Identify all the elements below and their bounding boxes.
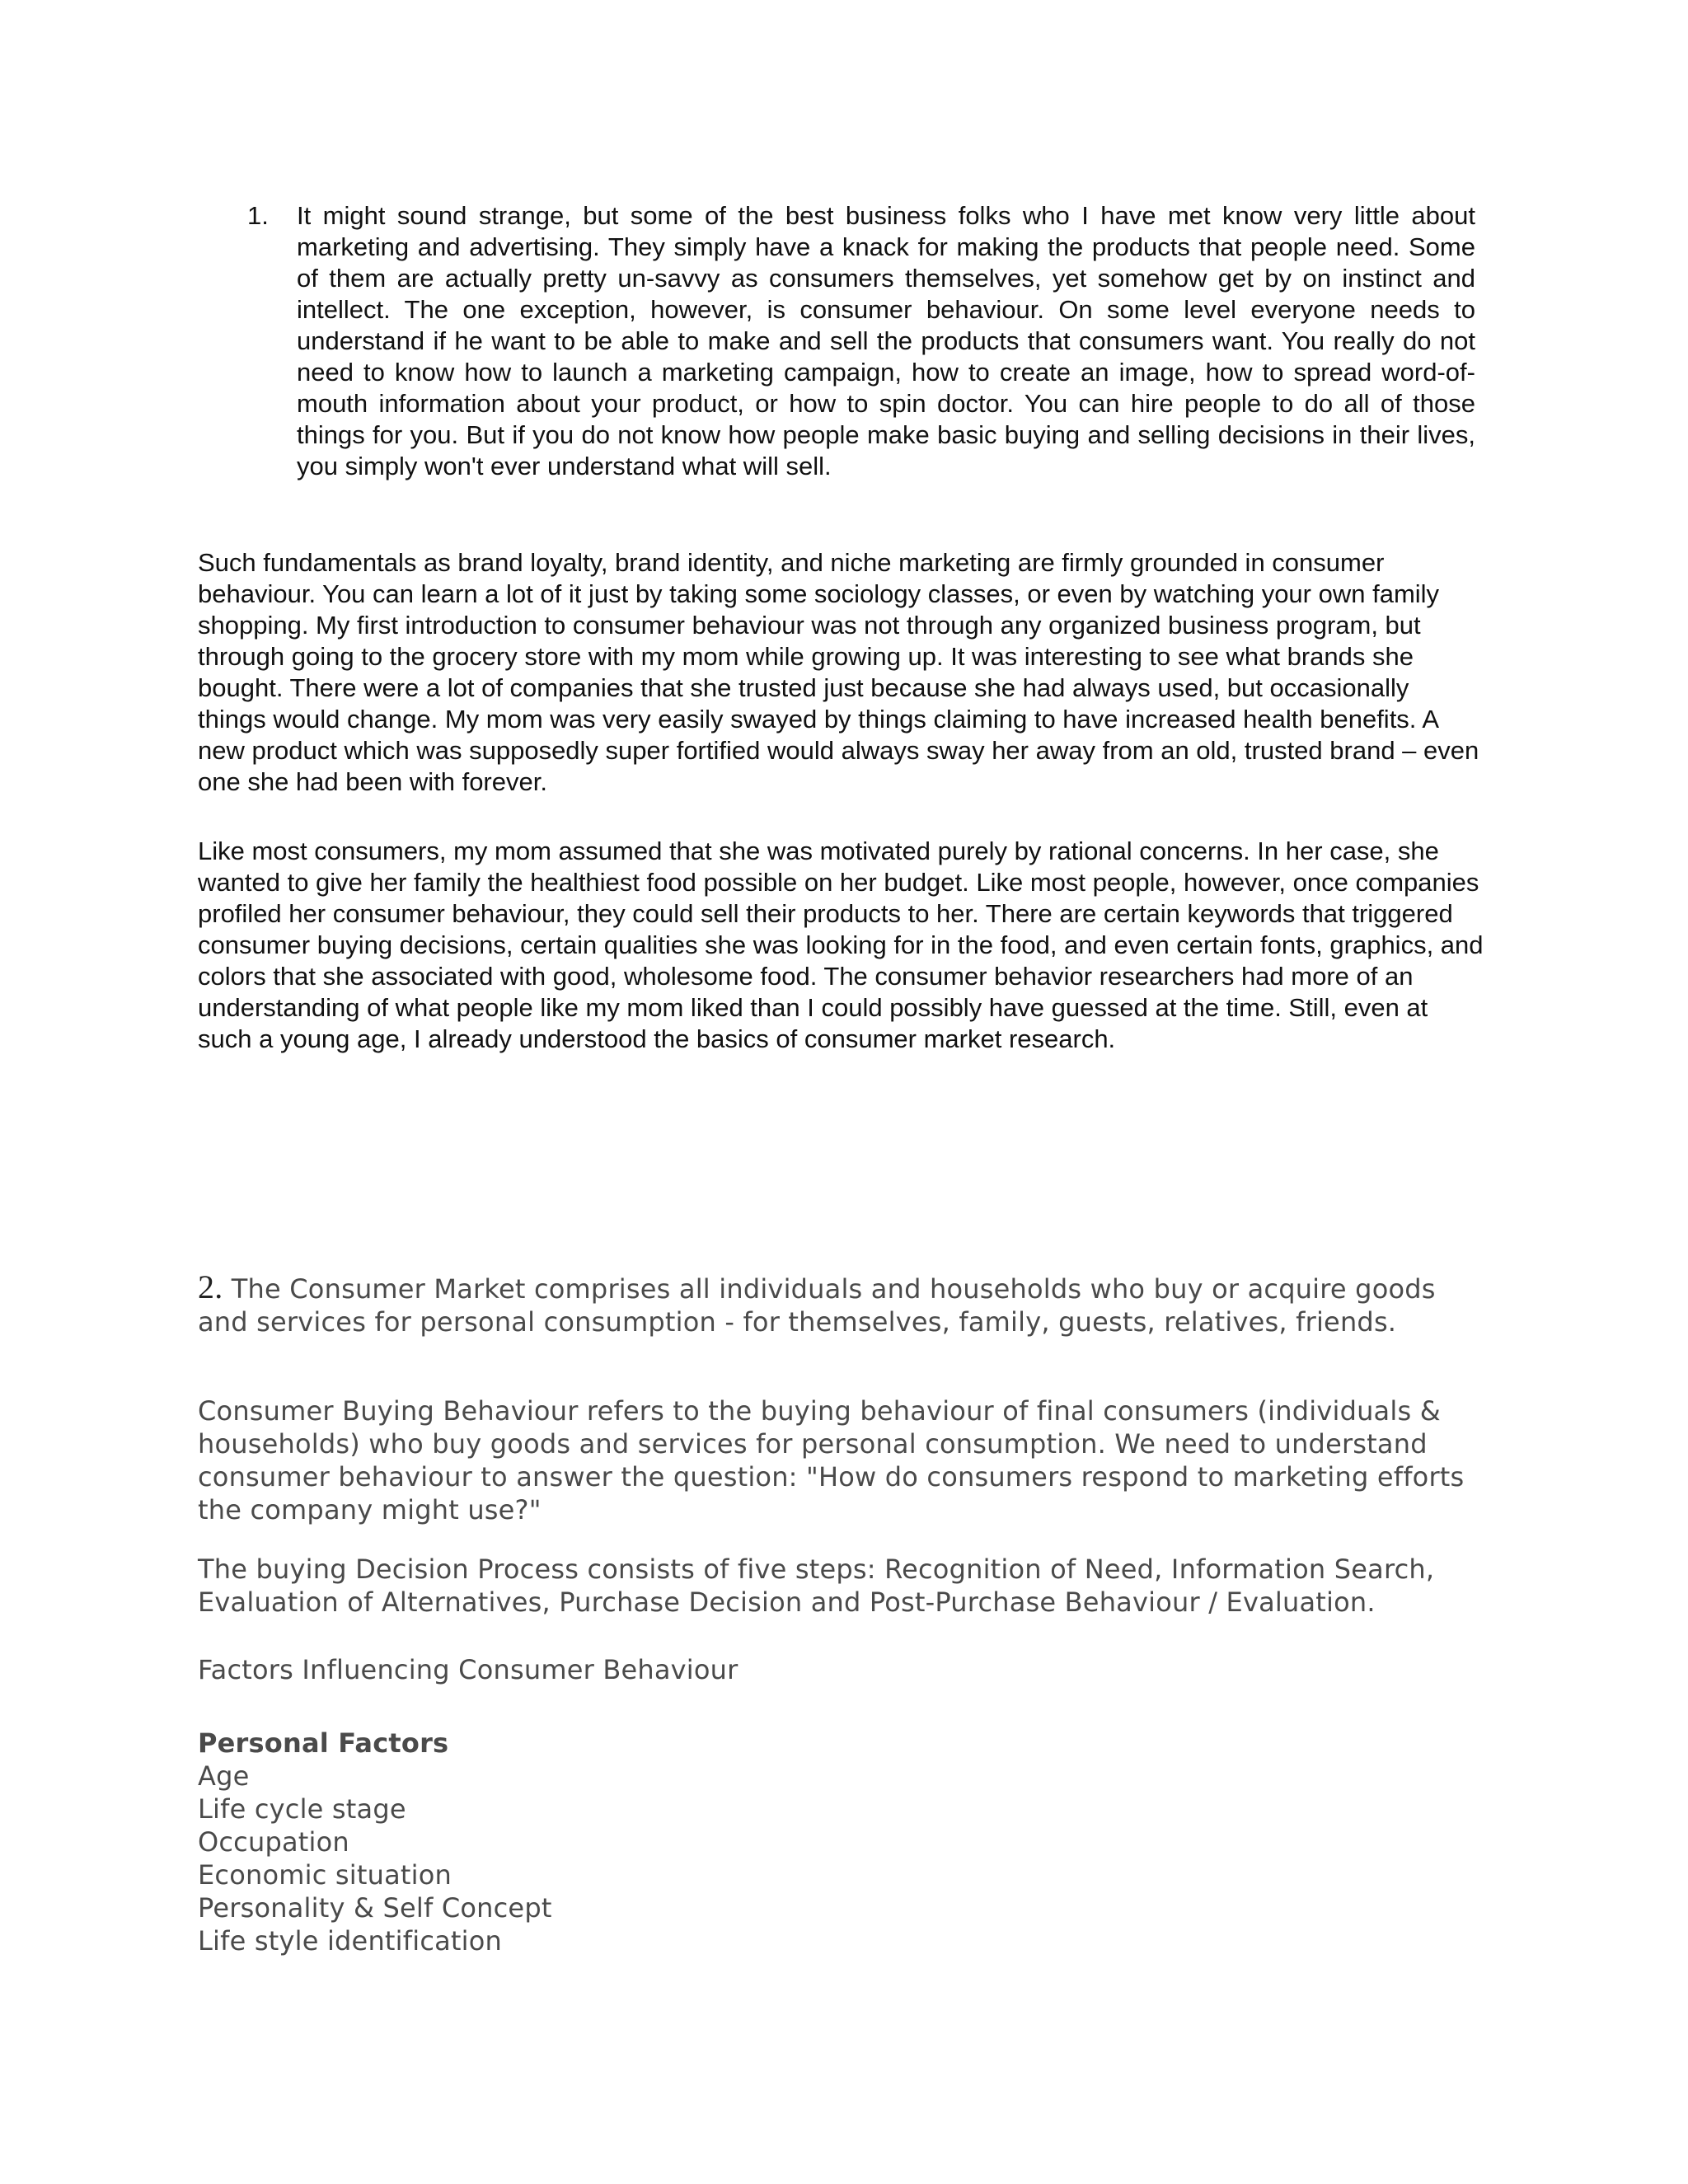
list-number: 1. [247,201,269,230]
list-item: Economic situation [198,1859,452,1891]
paragraph-brand-loyalty: Such fundamentals as brand loyalty, brand identity, and niche marketing are firmly grounded in consumer behaviour. You can learn a lot of it just by taking some sociology classes, or even by watching your own family shopping. My first introduction to consumer behaviour was not through any organized business program, but through going to the grocery store with my mom while growing up. It was interesting to see what brands she bought. There were a lot of companies that she trusted just because she had always used, but occasionally things would change. My mom was very easily swayed by things claiming to have increased health benefits. A new product which was supposedly super fortified would always sway her away from an old, trusted brand – even one she had been with forever. [198,548,1479,796]
personal-factors-list [198,1760,1484,1957]
paragraph-rational-concerns: Like most consumers, my mom assumed that she was motivated purely by rational concerns. In her case, she wanted to give her family the healthiest food possible on her budget. Like most people, however, once companies profiled her consumer behaviour, they could sell their products to her. There are certain keywords that triggered consumer buying decisions, certain qualities she was looking for in the food, and even certain fonts, graphics, and colors that she associated with good, wholesome food. The consumer behavior researchers had more of an understanding of what people like my mom liked than I could possibly have guessed at the time. Still, even at such a young age, I already understood the basics of consumer market research. [198,837,1484,1053]
paragraph-text: It might sound strange, but some of the best business folks who I have met know very little about marketing and advertising. They simply have a knack for making the products that people need. Some of them are actually pretty un-savvy as consumers themselves, yet somehow get by on instinct and intellect. The one exception, however, is consumer behaviour. On some level everyone needs to understand if he want to be able to make and sell the products that consumers want. You really do not need to know how to launch a marketing campaign, how to create an image, how to spread word-of-mouth information about your product, or how to spin doctor. You can hire people to do all of those things for you. But if you do not know how people make basic buying and selling decisions in their lives, you simply won't ever understand what will sell. [297,201,1475,480]
list-item: Life style identification [198,1925,503,1957]
paragraph-buying-behaviour: Consumer Buying Behaviour refers to the buying behaviour of final consumers (individuals & households) who buy goods and services for personal consumption. We need to understand consumer behaviour to answer the question: "How do consumers respond to marketing efforts the company might use?" [198,1395,1465,1526]
paragraph-consumer-market [198,1268,1484,1338]
factors-title: Factors Influencing Consumer Behaviour [198,1654,738,1685]
list-item: Personality & Self Concept [198,1892,552,1924]
personal-factors-block [198,1727,1484,1957]
list-item: Age [198,1760,250,1792]
consumer-market-text: The Consumer Market comprises all individuals and households who buy or acquire goods and services for personal consumption - for themselves, family, guests, relatives, friends. [198,1273,1436,1338]
paragraph-decision-process: The buying Decision Process consists of five steps: Recognition of Need, Information Search, Evaluation of Alternatives, Purchase Decision and Post-Purchase Behaviour / Evaluation. [198,1554,1435,1618]
numbered-paragraph-1 [247,200,1475,482]
personal-factors-heading: Personal Factors [198,1727,449,1759]
list-item: Life cycle stage [198,1793,406,1825]
list-item: Occupation [198,1826,349,1858]
section-number: 2. [198,1268,223,1305]
